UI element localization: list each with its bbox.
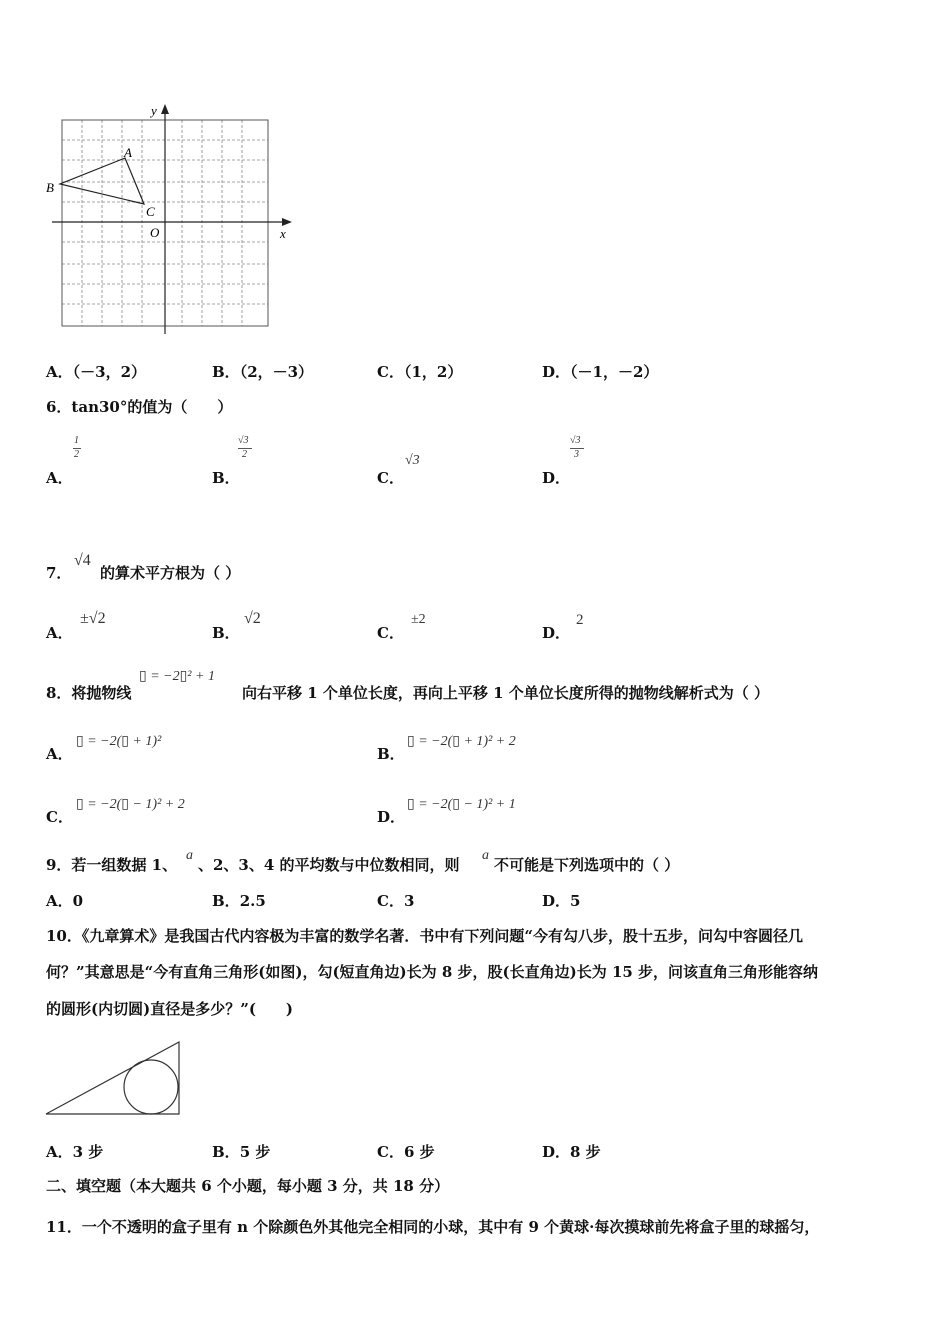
q7-option-d: D． 2 [542,612,584,642]
origin-label: O [150,225,160,240]
q7-option-b: B． √2 [212,610,261,642]
q7-option-a: A． ±√2 [46,610,106,642]
q6-stem: 6．tan30°的值为（ ） [46,398,233,416]
point-b-label: B [46,180,54,195]
q9-option-a: A．0 [46,892,84,910]
coordinate-grid-figure [40,100,300,340]
q8-option-c: C． ▯ = −2(▯ − 1)² + 2 [46,797,185,826]
right-triangle-incircle-figure [40,1036,190,1122]
q10-option-c: C．6 步 [377,1143,435,1161]
q10-line-2: 何？”其意思是“今有直角三角形(如图)，勾(短直角边)长为 8 步，股(长直角边)长为 15 步，问该直角三角形能容纳 [46,963,819,981]
y-axis-label: y [151,103,157,118]
section-2-heading: 二、填空题（本大题共 6 个小题，每小题 3 分，共 18 分） [46,1177,450,1195]
q5-option-c: C．（1，2） [377,363,463,381]
q5-option-a: A．（－3，2） [46,363,147,381]
q5-option-b: B．（2，－3） [212,363,314,381]
q11-stem: 11．一个不透明的盒子里有 n 个除颜色外其他完全相同的小球，其中有 9 个黄球·每次摸球前先将盒子里的球摇匀， [46,1218,820,1236]
q8-option-d: D． ▯ = −2(▯ − 1)² + 1 [377,797,516,826]
q9-option-c: C．3 [377,892,415,910]
q7-option-c: C． ±2 [377,612,426,642]
q10-line-1: 10．《九章算术》是我国古代内容极为丰富的数学名著．书中有下列问题“今有勾八步，股十五步，问勾中容圆径几 [46,927,804,945]
q9-option-b: B．2.5 [212,892,266,910]
x-axis-label: x [280,226,286,241]
q8-option-b: B． ▯ = −2(▯ + 1)² + 2 [377,734,516,763]
point-c-label: C [146,204,155,219]
q6-option-d: D． √3 3 [542,435,642,485]
q10-option-a: A．3 步 [46,1143,104,1161]
q6-option-a: A． 1 2 [46,435,79,487]
q8-option-a: A． ▯ = −2(▯ + 1)² [46,734,162,763]
q10-line-3: 的圆形(内切圆)直径是多少？”( ) [46,1000,294,1018]
q10-option-b: B．5 步 [212,1143,271,1161]
q10-option-d: D．8 步 [542,1143,601,1161]
q5-option-d: D．（－1，－2） [542,363,659,381]
q9-option-d: D．5 [542,892,581,910]
q6-option-b: B． √3 2 [212,435,312,485]
point-a-label: A [124,145,132,160]
q6-option-c: C． √3 [377,453,420,487]
